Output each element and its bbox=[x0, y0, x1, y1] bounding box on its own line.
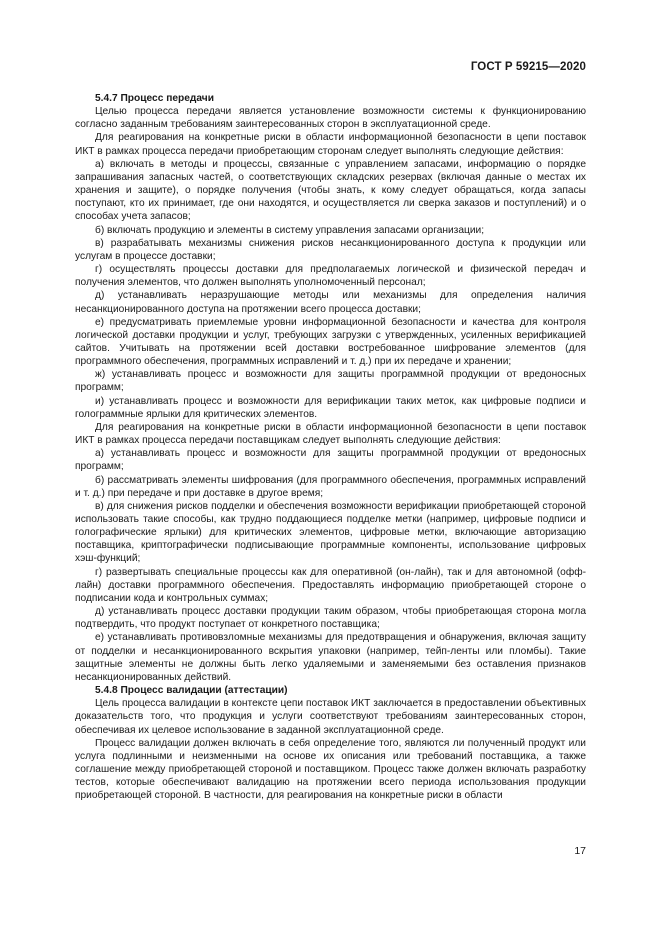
list-item-g: г) развертывать специальные процессы как для оперативной (он-лайн), так и для автономной (офф-лайн) доставки программного обеспечения. Предоставлять информацию приобретающей стороне о подписании кода и контрольных суммах; bbox=[75, 566, 586, 604]
list-item-b: б) рассматривать элементы шифрования (для программного обеспечения, программных исправлений и т. д.) при передаче и при доставке в другое время; bbox=[75, 474, 586, 499]
list-item-zh: ж) устанавливать процесс и возможности для защиты программной продукции от вредоносных программ; bbox=[75, 369, 586, 394]
list-item-a: а) устанавливать процесс и возможности для защиты программной продукции от вредоносных программ; bbox=[75, 448, 586, 473]
list-item-e: е) устанавливать противовзломные механизмы для предотвращения и обнаружения, включая защиту от подделки и несанкционированного вскрытия упаковки (например, тейп-ленты или пломбы). Такие защитные элементы не должны быть легко удаляемыми и заменяемыми без оставления признаков несанкционированных действий. bbox=[75, 632, 586, 683]
document-body bbox=[75, 92, 586, 802]
list-item-a: а) включать в методы и процессы, связанные с управлением запасами, информацию о порядке запрашивания запасных частей, о соответствующих складских резервах (включая данные о местах их хранения и защите), о порядке получения (чтобы знать, к кому следует обращаться, когда запасы поступают, кто их принимает, где они находятся, и осуществляется ли сверка заказов и поступлений) и о способах учета запасов; bbox=[75, 158, 586, 223]
list-item-i: и) устанавливать процесс и возможности для верификации таких меток, как цифровые подписи и голограммные ярлыки для критических элементов. bbox=[75, 395, 586, 420]
list-item-v: в) для снижения рисков подделки и обеспечения возможности верификации приобретающей стороной использовать такие способы, как трудно поддающиеся подделке метки (например, цифровые подписи и голографические ярлыки) для критических элементов, цифровые метки, включающие авторизацию поставщика, криптографически подписывающие программные компоненты, использование цифровых хэш-функций; bbox=[75, 500, 586, 565]
paragraph: Целью процесса передачи является установление возможности системы к функционированию согласно заданным требованиям заинтересованных сторон в эксплуатационной среде. bbox=[75, 106, 586, 131]
paragraph: Цель процесса валидации в контексте цепи поставок ИКТ заключается в предоставлении объективных доказательств того, что продукция и услуги соответствуют требованиям заинтересованных сторон, обеспечивая их целевое использование в заданной эксплуатационной среде. bbox=[75, 698, 586, 736]
paragraph: Для реагирования на конкретные риски в области информационной безопасности в цепи поставок ИКТ в рамках процесса передачи поставщикам следует выполнять следующие действия: bbox=[75, 421, 586, 447]
section-heading-5-4-7: 5.4.7 Процесс передачи bbox=[95, 93, 214, 104]
list-item-v: в) разрабатывать механизмы снижения рисков несанкционированного доступа к продукции или услугам в процессе доставки; bbox=[75, 237, 586, 262]
list-item-e: е) предусматривать приемлемые уровни информационной безопасности и качества для контроля логической доставки продукции и услуг, требующих загрузки с утвержденных, усиленных верификацией сайтов. Учитывать на протяжении всей доставки востребованное шифрование элементов (для программного обеспечения, программных исправлений и т. д.) при их передаче и хранении; bbox=[75, 316, 586, 368]
list-item-d: д) устанавливать процесс доставки продукции таким образом, чтобы приобретающая сторона могла подтвердить, что продукт поступает от конкретного поставщика; bbox=[75, 606, 586, 631]
paragraph: Для реагирования на конкретные риски в области информационной безопасности в цепи поставок ИКТ в рамках процесса передачи приобретающим сторонам следует выполнять следующие действия: bbox=[75, 132, 586, 157]
list-item-d: д) устанавливать неразрушающие методы или механизмы для определения наличия несанкционированного доступа на протяжении всего процесса доставки; bbox=[75, 290, 586, 315]
list-item-g: г) осуществлять процессы доставки для предполагаемых логической и физической передач и получения элементов, что должен выполнять уполномоченный персонал; bbox=[75, 264, 586, 289]
section-heading-5-4-8: 5.4.8 Процесс валидации (аттестации) bbox=[95, 685, 288, 697]
paragraph: Процесс валидации должен включать в себя определение того, являются ли полученный продукт или услуга подлинными и неизменными на основе их описания или требований поставщика, а также соглашение между приобретающей стороной и поставщиком. Процесс также должен включать разработку тестов, которые обеспечивают валидацию на протяжении всего периода использования продукции приобретающей стороной. В частности, для реагирования на конкретные риски в области bbox=[75, 737, 586, 802]
list-item-b: б) включать продукцию и элементы в систему управления запасами организации; bbox=[95, 224, 485, 236]
document-standard-header: ГОСТ Р 59215—2020 bbox=[470, 61, 586, 73]
page-number: 17 bbox=[574, 845, 586, 857]
